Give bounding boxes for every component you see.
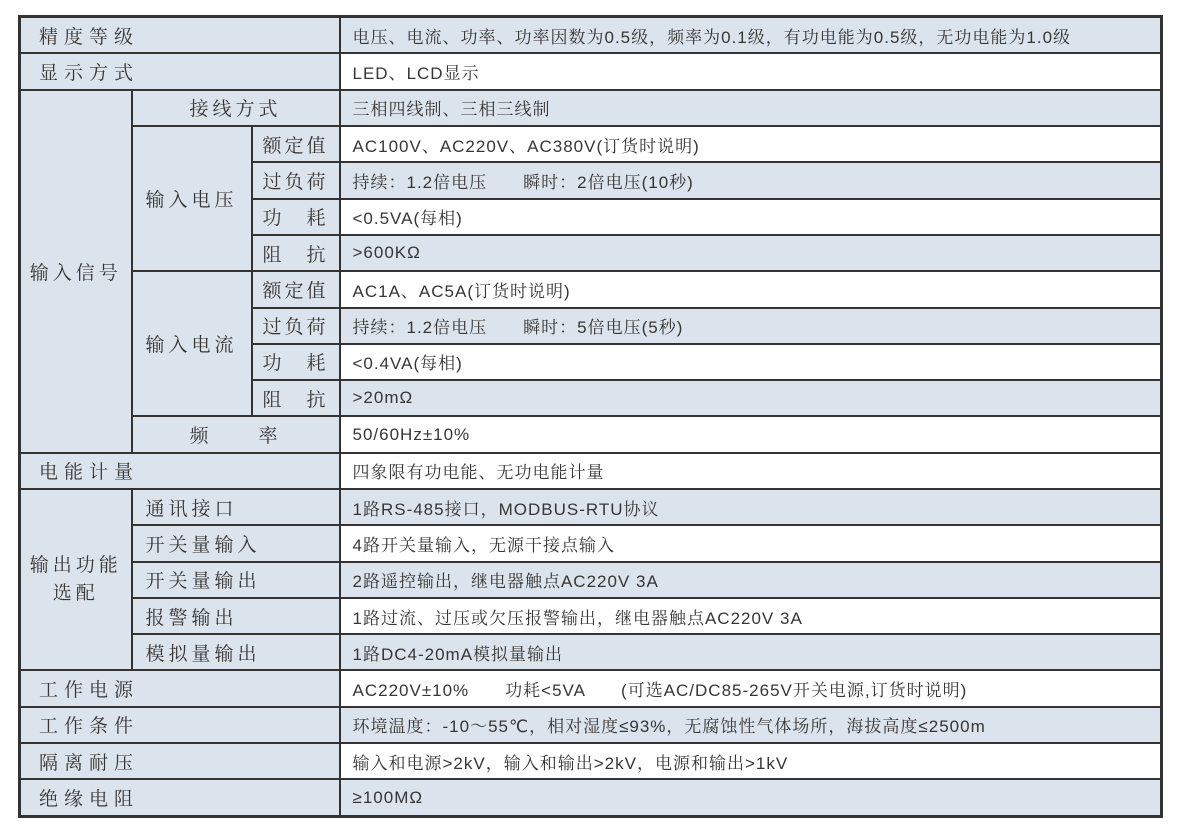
label-insulation-resistance: 绝缘电阻 xyxy=(20,779,340,816)
value-display-mode: LED、LCD显示 xyxy=(340,53,1162,89)
label-display-mode: 显示方式 xyxy=(20,53,340,89)
value-current-overload: 持续：1.2倍电压 瞬时：5倍电压(5秒) xyxy=(340,308,1162,344)
group-output-functions xyxy=(20,489,132,670)
label-power-supply: 工作电源 xyxy=(20,670,340,706)
value-voltage-rated: AC100V、AC220V、AC380V(订货时说明) xyxy=(340,126,1162,162)
table-row xyxy=(20,416,1162,452)
label-alarm-output: 报警输出 xyxy=(132,598,340,634)
label-wiring-mode: 接线方式 xyxy=(132,90,340,126)
value-digital-output: 2路遥控输出，继电器触点AC220V 3A xyxy=(340,562,1162,598)
label-current-consumption: 功 耗 xyxy=(252,344,340,380)
value-current-consumption: <0.4VA(每相) xyxy=(340,344,1162,380)
value-accuracy-class: 电压、电流、功率、功率因数为0.5级，频率为0.1级，有功电能为0.5级，无功电能为1.0级 xyxy=(340,17,1162,54)
label-comm-interface: 通讯接口 xyxy=(132,489,340,525)
table-row xyxy=(20,670,1162,706)
table-row xyxy=(20,634,1162,670)
table-row xyxy=(20,126,1162,162)
table-row xyxy=(20,53,1162,89)
value-insulation-resistance: ≥100MΩ xyxy=(340,779,1162,816)
label-working-conditions: 工作条件 xyxy=(20,707,340,743)
label-frequency: 频 率 xyxy=(132,416,340,452)
value-wiring-mode: 三相四线制、三相三线制 xyxy=(340,90,1162,126)
label-analog-output: 模拟量输出 xyxy=(132,634,340,670)
table-row xyxy=(20,271,1162,307)
table-row xyxy=(20,525,1162,561)
value-voltage-overload: 持续：1.2倍电压 瞬时：2倍电压(10秒) xyxy=(340,162,1162,198)
table-row xyxy=(20,489,1162,525)
value-analog-output: 1路DC4-20mA模拟量输出 xyxy=(340,634,1162,670)
value-frequency: 50/60Hz±10% xyxy=(340,416,1162,452)
group-input-voltage: 输入电压 xyxy=(132,126,252,271)
group-input-current: 输入电流 xyxy=(132,271,252,416)
label-current-rated: 额定值 xyxy=(252,271,340,307)
value-energy-metering: 四象限有功电能、无功电能计量 xyxy=(340,453,1162,489)
label-voltage-consumption: 功 耗 xyxy=(252,199,340,235)
label-digital-input: 开关量输入 xyxy=(132,525,340,561)
table-row xyxy=(20,598,1162,634)
value-power-supply: AC220V±10% 功耗<5VA (可选AC/DC85-265V开关电源,订货时说明) xyxy=(340,670,1162,706)
group-input-signal: 输入信号 xyxy=(20,90,132,453)
value-alarm-output: 1路过流、过压或欠压报警输出，继电器触点AC220V 3A xyxy=(340,598,1162,634)
value-working-conditions: 环境温度：-10～55℃，相对湿度≤93%，无腐蚀性气体场所，海拔高度≤2500m xyxy=(340,707,1162,743)
label-voltage-overload: 过负荷 xyxy=(252,162,340,198)
value-digital-input: 4路开关量输入，无源干接点输入 xyxy=(340,525,1162,561)
value-current-impedance: >20mΩ xyxy=(340,380,1162,416)
table-row xyxy=(20,562,1162,598)
label-energy-metering: 电能计量 xyxy=(20,453,340,489)
table-row xyxy=(20,90,1162,126)
group-output-functions-line1: 输出功能 xyxy=(29,555,122,577)
label-voltage-impedance: 阻 抗 xyxy=(252,235,340,271)
table-row xyxy=(20,453,1162,489)
value-current-rated: AC1A、AC5A(订货时说明) xyxy=(340,271,1162,307)
label-accuracy-class: 精度等级 xyxy=(20,17,340,54)
value-comm-interface: 1路RS-485接口，MODBUS-RTU协议 xyxy=(340,489,1162,525)
group-output-functions-line2: 选配 xyxy=(52,582,99,604)
table-row xyxy=(20,707,1162,743)
label-digital-output: 开关量输出 xyxy=(132,562,340,598)
table-row xyxy=(20,779,1162,816)
label-isolation-voltage: 隔离耐压 xyxy=(20,743,340,779)
table-row xyxy=(20,743,1162,779)
value-voltage-consumption: <0.5VA(每相) xyxy=(340,199,1162,235)
label-current-overload: 过负荷 xyxy=(252,308,340,344)
table-row xyxy=(20,17,1162,54)
value-isolation-voltage: 输入和电源>2kV，输入和输出>2kV，电源和输出>1kV xyxy=(340,743,1162,779)
spec-table xyxy=(18,15,1163,818)
value-voltage-impedance: >600KΩ xyxy=(340,235,1162,271)
label-voltage-rated: 额定值 xyxy=(252,126,340,162)
label-current-impedance: 阻 抗 xyxy=(252,380,340,416)
